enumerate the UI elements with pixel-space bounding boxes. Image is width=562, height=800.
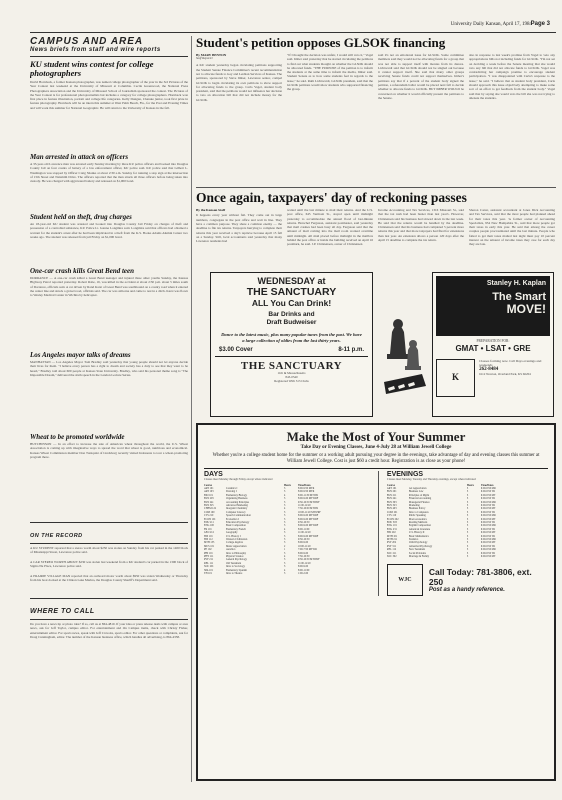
course-hours: 3 <box>284 551 286 555</box>
story-headline: Student held on theft, drug charges <box>30 213 132 221</box>
course-time: 6:00-8:50 MR <box>480 500 496 504</box>
course-title: Basic Composition <box>226 524 246 528</box>
course-title: Intro to Philosophy <box>226 551 247 555</box>
column-header: Time/Dates <box>480 483 494 487</box>
course-time: 6:00-8:50 MR <box>480 486 496 490</box>
course-hours: 3 <box>466 514 469 518</box>
days-column <box>204 471 370 596</box>
course-hours: 3 <box>466 493 469 497</box>
course-hours: 3 <box>284 517 286 521</box>
course-hours: 3 <box>466 517 469 521</box>
sanctuary-registered: Registered With 313 Clubs <box>274 378 309 383</box>
glsok-byline: By MARY BENTON <box>196 53 227 57</box>
sanctuary-address: 11th & Massachusetts <box>277 371 306 376</box>
course-time: 7:00-7:50 MTWR <box>298 548 317 552</box>
campus-area-title: CAMPUS AND AREA <box>30 36 144 47</box>
evenings-course-list <box>387 484 548 559</box>
course-time: 7:30-10:30 <box>298 555 310 559</box>
course-code: HIS 101 <box>204 534 213 538</box>
course-title: College Algebra <box>226 541 243 545</box>
course-title: Geography <box>226 531 238 535</box>
course-code: MTH 135 <box>204 541 215 545</box>
course-hours: 3 <box>466 497 469 501</box>
course-time: 6:00-8:50 MT <box>480 531 496 535</box>
course-code: EDU 303 <box>386 520 397 524</box>
campus-area-column <box>30 36 188 782</box>
course-code: ENG 231 <box>386 527 397 531</box>
campus-divider <box>30 56 188 57</box>
course-title: Business Policy <box>408 507 426 511</box>
sanctuary-ad <box>210 272 373 417</box>
course-time: 6:00-8:50 TR <box>480 534 495 538</box>
course-title: Drawing I <box>226 490 237 494</box>
course-hours: 3 <box>284 503 286 507</box>
course-code: BUS 303 <box>386 500 397 504</box>
course-title: Principles of Mgmt <box>408 493 430 497</box>
course-hours: 3 <box>466 555 469 559</box>
story-headline: Man arrested in attack on officers <box>30 153 129 161</box>
course-code: BUS 323 <box>386 503 397 507</box>
course-hours: 3 <box>466 538 469 541</box>
course-code: BUS 201 <box>386 490 397 494</box>
course-code: ENG 101 <box>386 524 397 528</box>
glsok-col-1: A KU student yesterday began circulating petitions supporting the Student Senate Finance Committee's recent recommendation not to allocate funds to Gay and Lesbian Services of Kansas. The petitions, sponsored by Steve Imber, Lawrence senior, compel GLSOK to begin circulating its own petitions to show support for allocating funds to the group. Carla Vogel, student body president, said that the petitions would not influence her decision to veto an allocation bill that did not include money for the GLSOK. <box>196 63 283 102</box>
course-title: Accounting Principles <box>226 500 250 504</box>
story-headline: Los Angeles mayor talks of dreams <box>30 351 131 359</box>
course-time: 6:00-8:50 MT <box>480 555 496 559</box>
course-title: New Testament <box>408 548 426 552</box>
course-time: 8:00-11:00 <box>298 527 310 531</box>
course-time: 9:30-10:50 <box>298 538 310 541</box>
course-time: 7:30-10:00 MTWR <box>298 507 319 511</box>
glsok-headline: Student's petition opposes GLSOK financing <box>196 35 446 50</box>
glsok-col-3: said it's not an emotional issue for GLSOK. Some committee members said they would not be allocating funds for a group that was not able to support itself with monies from its dances. Lichtwardt said that GLSOK should not be singled out because it cannot support itself. She said that many other groups receiving Senate funds could not support themselves. Imber's petitions say that if a percent of the student body signed the petition, a referendum ballot would be placed next fall to decide whether to allocate funds to GLSOK. BUT IMBER WOULD be concerned on whether it would officially present the petitions to the Senate. <box>378 53 464 100</box>
course-hours: 3 <box>466 548 469 552</box>
course-time: 8:00-9:50 MTR <box>298 490 315 494</box>
page-folio <box>0 18 562 32</box>
story-body: MANHATTAN — Los Angeles Mayor Tom Bradley said yesterday that young people should not let anyone decide their lives for them. "I believe every person has a right to dream and society has a duty to see that they want to be heard," Bradley told about 600 people at Kansas State University. Bradley, who said his personal theme song is "The Impossible Dream," delivered the sixth speech in the Landon Lecture Series. <box>30 360 188 377</box>
course-time: 8:00-9:20 MTWRF <box>298 524 319 528</box>
course-time: 6:00-8:50 TR <box>480 520 495 524</box>
course-title: Public Speaking <box>408 514 426 518</box>
course-hours: 1 <box>284 548 286 552</box>
course-code: BIO 101 <box>204 493 214 497</box>
taxes-col-2: waited until the last minute to mail their returns. And the U.S. post office, 645 Vermont St., stayed open until midnight yesterday to accommodate the annual flood of last-minute returns. Herschel Ferguson, assistant postmaster, said yesterday that mail crashes had been busy all day. Ferguson said that the amount of mail coming into the mail room worked overtime until midnight. All mail placed before midnight in the mailbox behind the post office or inside the building received an April 16 postmark, he said. J.P. Christensen, owner of Christensen <box>287 208 373 247</box>
course-code: ART 101 <box>386 486 397 490</box>
course-hours: 3 <box>466 527 469 531</box>
course-code: COM 101 <box>386 510 398 514</box>
course-hours: 3 <box>284 572 286 576</box>
course-time: 6:00-8:50 TR <box>480 497 495 501</box>
course-title: Macroeconomics <box>408 517 427 521</box>
course-time: 8:00-9:20 <box>298 541 309 545</box>
course-hours: 3 <box>466 486 469 490</box>
course-title: Advanced Marketing <box>226 503 248 507</box>
course-time: 9:30-10:50 MTWRF <box>298 500 320 504</box>
course-hours: 3 <box>284 490 286 494</box>
course-hours: 3 <box>466 510 469 514</box>
where-to-call-title: WHERE TO CALL <box>30 608 95 615</box>
course-hours: 3 <box>284 514 286 518</box>
course-code: MUS 101 <box>204 544 215 548</box>
story-body: HUTCHINSON — In an effort to increase the sale of American wheat throughout the world, the U.S. Wheat Association is coming up with imaginative ways to spread the word that wheat is good, nutritious and economical. Kansas Wheat Commission member Don Turnquist of Lindsborg recently visited Indonesia to tour a wheat-promoting program there. <box>30 442 188 459</box>
glsok-col-2: "If I thought the decision was unfair, I would still veto it," Vogel said. Imber said yesterday that he started circulating the petitions to find out what students thought on whether the GLSOK should be allocated funds. "THE PURPOSE of the petition is to inform the students at the same time to inform the media, Imber said. Student Senate as to how some students feel in regards to the issue," he said. Ruth Lichtwardt, GLSOK president, said that the GLSOK petitions would show students who supported financing the group. <box>287 53 373 92</box>
kaplan-banner <box>436 276 550 336</box>
course-code: REL 112 <box>386 548 397 552</box>
jewell-logo: WJC <box>387 564 423 596</box>
course-hours: 3 <box>284 524 286 528</box>
course-time: 6:00-8:50 TR <box>480 527 495 531</box>
course-hours: 3 <box>284 565 286 569</box>
course-time: 6:00-8:50 MT <box>480 507 496 511</box>
sanctuary-phone: 843-0540 <box>285 374 298 379</box>
jewell-intro: Take Day or Evening Classes, June 4-July 28 at William Jewell College <box>300 445 452 450</box>
course-code: ENG 100 <box>204 524 214 528</box>
course-time: 6:00-8:50 TR <box>480 544 495 548</box>
course-time: 8:00-9:20 MTWRF <box>298 497 319 501</box>
course-hours: 3 <box>466 534 469 538</box>
course-time: 10:00-11:20 MTWRF <box>298 510 321 514</box>
course-hours: 3 <box>466 544 469 548</box>
course-time: 6:00-8:50 MR <box>480 548 496 552</box>
course-hours: 2 <box>284 544 286 548</box>
course-title: Marriage & Family <box>408 555 430 559</box>
course-code: COM 100 <box>204 510 215 514</box>
course-title: U.S. History II <box>408 531 425 535</box>
column-header: Course <box>386 483 395 487</box>
course-title: Social Problems <box>408 551 426 555</box>
course-hours: 3 <box>466 524 469 528</box>
course-title: Intro to Computers <box>408 510 429 514</box>
course-code: BUS 403 <box>386 507 397 511</box>
course-code: MTH 101 <box>386 534 398 538</box>
course-code: BUS 241 <box>386 497 397 501</box>
on-the-record-header <box>30 522 188 544</box>
course-title: Aerobics <box>226 548 236 552</box>
course-time: 6:00-8:50 TR <box>480 503 495 507</box>
days-course-list <box>204 484 370 576</box>
record-item: A KU STUDENT reported that a stereo worth about $250 was stolen on Sunday from his car parked in the 1400 block of Mississippi Street, Lawrence police said. <box>30 546 188 555</box>
course-code: ECON 202 <box>386 517 399 521</box>
course-code: BUS 203 <box>204 497 214 501</box>
course-hours: 3 <box>284 500 286 504</box>
course-title: Managerial Finance <box>408 500 430 504</box>
course-code: MTH 211 <box>386 538 398 541</box>
course-title: Organizing Business <box>226 497 248 501</box>
course-code: SPA 101 <box>204 568 213 572</box>
top-rule <box>30 32 556 33</box>
course-title: Abnormal Psychology <box>408 544 433 548</box>
story-headline: KU student wins contest for college photographers <box>30 59 154 78</box>
course-code: SOC 302 <box>386 555 397 559</box>
course-title: Financial Accounting <box>408 497 432 501</box>
on-the-record-title: ON THE RECORD <box>30 533 83 539</box>
course-hours: 3 <box>284 497 286 501</box>
glsok-story <box>196 35 556 185</box>
course-time: 8:00-11:00 <box>298 568 310 572</box>
course-code: ART 101 <box>204 486 214 490</box>
course-code: BUS 241 <box>204 500 214 504</box>
course-time: 6:00-8:50 MR <box>480 538 496 541</box>
taxes-byline: By the Kansan Staff <box>196 208 226 212</box>
course-time: 6:00-8:50 TR <box>480 551 495 555</box>
evenings-subtitle: Classes meet Monday, Tuesday and Thursday evenings, except where indicated <box>386 478 476 481</box>
course-time: 1:00-2:20 <box>298 572 309 576</box>
column-divider <box>191 36 192 782</box>
jewell-ad <box>196 423 556 781</box>
ad-divider <box>378 471 379 596</box>
kaplan-logo: K <box>436 359 475 397</box>
kaplan-line1: The Smart <box>492 291 546 303</box>
course-code: PHY 111 <box>204 555 214 559</box>
taxes-col-1: It happens every year without fail. They come out in large numbers, congregate in the post office and wait in line. They have a common purpose. They share a common enemy — the deadline to file tax returns. Taxpayers hurrying to complete their returns this year received a day's reprieve because April 15 fell on a Sunday. Still, local accountants said yesterday that many Lawrence residents had <box>196 213 282 244</box>
course-hours: 3 <box>466 490 469 494</box>
story-body: David Hornback, a former Kansan photographer, was named college photographer of the year in the 3rd Pictures of the Year Contest last weekend at the University of Missouri at Columbia. Cecile Greenwood, the National Press Photographers Association and the University of Missouri School of Journalism sponsored the contest. The Pictures of the Year Contest is for professional photojournalists but includes a category for college photographers. Hornback won first place in feature illustration, portrait and college life categories. Kelly Dungan, Chanute junior, took first prize in feature photography. Hornback will be an intern this summer at West Palm Beach, Fla., for the Post and Evening Times and will work this summer for National Geographic. He will return to the University of Kansas in the fall. <box>30 80 188 110</box>
section-rule <box>196 187 556 188</box>
course-hours: 3 <box>284 534 286 538</box>
course-title: Intro to Sociology <box>226 565 245 569</box>
course-time: 8:00-9:20 <box>298 551 309 555</box>
story-headline: One-car crash kills Great Bend teen <box>30 267 135 275</box>
taxes-story <box>196 190 556 268</box>
folio-date: University Daily Kansan, April 17, 1984 <box>450 22 532 27</box>
course-hours: 4 <box>284 555 286 559</box>
course-hours: 4 <box>284 507 286 511</box>
course-time: 10:00-11:20 <box>298 544 311 548</box>
sanctuary-drinks-1: Bar Drinks and <box>268 311 315 318</box>
course-hours: 3 <box>466 551 469 555</box>
course-code: PE 102 <box>204 548 212 552</box>
course-code: PSY 202 <box>386 541 397 545</box>
course-title: Physical Science <box>226 555 244 559</box>
course-time: 8:00-9:20 <box>298 565 309 569</box>
course-code: PHI 101 <box>204 551 213 555</box>
kaplan-phone: 262-8484 <box>479 367 499 373</box>
course-code: BUS 211 <box>386 493 397 497</box>
days-subtitle: Classes meet Monday through Friday except where indicated <box>204 478 273 481</box>
jewell-post-note: Post as a handy reference. <box>428 587 505 594</box>
course-title: Computer Literacy <box>226 510 246 514</box>
course-hours: 4 <box>284 493 286 497</box>
course-hours: 3 <box>284 510 286 514</box>
course-hours: 3 <box>284 538 286 541</box>
sanctuary-drinks-2: Draft Budweiser <box>266 319 317 326</box>
course-hours: 3 <box>466 507 469 511</box>
sanctuary-hours: 8-11 p.m. <box>338 347 364 354</box>
course-hours: 3 <box>466 503 469 507</box>
course-title: Reading Methods <box>408 520 428 524</box>
course-code: BUS 325 <box>204 503 214 507</box>
kaplan-tests: GMAT • LSAT • GRE <box>455 343 531 353</box>
course-title: Marketing <box>408 503 420 507</box>
course-code: SOC 211 <box>386 551 397 555</box>
course-row <box>204 572 370 575</box>
course-title: U.S. History I <box>226 534 241 538</box>
course-title: Art Appreciation <box>408 486 427 490</box>
course-title: Economics I <box>226 517 240 521</box>
kaplan-ad <box>432 272 554 417</box>
course-title: Basic Mathematics <box>408 534 429 538</box>
course-time: 6:00-8:50 TR <box>480 490 495 494</box>
where-to-call-body: Do you have a news tip or photo idea? If so, call us at 864-4810. If your idea or press release deals with campus or area news, ask for Jeff Taylor, campus editor. For entertainment and On Campus items, check with Christy Fisher, entertainment editor. For sports news, speak with Jeff Cravotta, sports editor. For other questions or complaints, ask for Doug Cunningham, editor. The number of the Kansan business office, which handles all advertising, is 864-4358. <box>30 622 188 639</box>
course-time: 9:30-10:50 MTWRF <box>298 558 320 562</box>
course-hours: 3 <box>284 531 286 535</box>
course-time: 8:00-9:20 MTWRF <box>298 517 319 521</box>
course-title: American Literature <box>408 527 431 531</box>
course-code: ART 103 <box>204 490 214 494</box>
record-item: A CAR STEREO WORTH ABOUT $230 was stolen last weekend from a KU student's car parked in the 1300 block of Sigma Nu Place, Lawrence police said. <box>30 560 188 569</box>
course-time: 6:00-8:50 MT <box>480 493 496 497</box>
course-time: 8:00-9:20 MTWRF <box>298 514 319 518</box>
course-code: EDU 211 <box>204 520 214 524</box>
course-time: 9:30-10:50 <box>298 520 310 524</box>
course-title: Statistics <box>408 538 419 541</box>
course-code: GEO 212 <box>204 531 214 535</box>
course-time: 6:00-8:50 TR <box>480 510 495 514</box>
sanctuary-blurb: Dance to the latest music, plus many popular tunes from the past. We have a large collection of oldies from the last thirty years. <box>221 332 362 343</box>
course-title: Elementary Biology <box>226 493 247 497</box>
column-header: Hours <box>284 483 291 487</box>
course-title: Western Civilization <box>226 538 248 541</box>
course-title: Business Law <box>408 490 424 494</box>
course-title: Speech Communication <box>226 514 251 518</box>
course-code: SOC 201 <box>204 565 214 569</box>
course-hours: 4 <box>284 568 286 572</box>
course-title: English Composition <box>408 524 431 528</box>
course-hours: 3 <box>466 500 469 504</box>
campus-area-subtitle: News briefs from staff and wire reports <box>30 47 161 53</box>
course-time: 8:00-9:50 MTR <box>298 486 315 490</box>
course-time: 8:00-11:30 MTWR <box>298 493 319 497</box>
story-body: A 33-year-old Lawrence man was arrested early Sunday morning by three KU police officers and booked into Douglas County Jail on four counts of battery of a law enforcement officer, KU police said. KU police said that Gilbert L. Washington was stopped by Officer Craig Shanks at about 2:30 a.m. Sunday for running a stop sign at the intersection of 15th Street and Naismith Drive. The officers reported that the man struck all three officers before being taken into custody. He was charged with aggravated battery and released on $1,000 bond. <box>30 162 188 184</box>
taxes-headline: Once again, taxpayers' day of reckoning passes <box>196 190 467 205</box>
folio-page: Page 3 <box>530 21 550 27</box>
course-hours: 3 <box>284 558 286 562</box>
record-item: A PRAIRIE VILLAGE MAN reported that an outboard motor worth about $950 was stolen Wednesday or Thursday from his boat docked at the Clinton Lake Marina, the Douglas County Sheriff's Department said. <box>30 574 188 583</box>
glsok-col-4: also in response to last week's promise from Vogel to veto any appropriations bills not including funds for GLSOK. "I'm not set on deciding a week before the Senate meeting that she would veto any bill that did not allocate funds to GLSOK. Vogel was contradicting her campaign promise to encourage student participation. "I was disappointed with Carla's response to the issue," he said. "I believe that as student body president, Carla should approach this issue objectively attempting to make some sort of an effort to get feedback from the student body." Vogel said that by saying she would veto the bill she was not trying to alienate the students. <box>469 53 555 100</box>
where-to-call-header <box>30 598 188 620</box>
sanctuary-footer-name: THE SANCTUARY <box>240 360 343 373</box>
course-title: Ceramics I <box>226 486 238 490</box>
glsok-byline-role: Staff Reporter <box>196 56 213 61</box>
chess-illustration <box>378 272 428 417</box>
course-hours: 3 <box>466 531 469 535</box>
course-code: CTS 110 <box>386 514 397 518</box>
kaplan-name: Stanley H. Kaplan <box>486 280 546 287</box>
course-code: HIS 202 <box>386 531 396 535</box>
course-hours: 3 <box>284 561 286 565</box>
course-time: 6:00-8:50 MR <box>480 524 496 528</box>
course-code: PSY 311 <box>386 544 397 548</box>
course-code: TH 101 <box>204 572 212 576</box>
days-title: DAYS <box>204 471 223 478</box>
course-time: 11:00-12:20 <box>298 531 311 535</box>
course-title: Music Appreciation <box>226 544 247 548</box>
course-time: 6:00-8:50 MT <box>480 517 496 521</box>
course-time: 6:00-8:50 MT <box>480 541 496 545</box>
course-hours: 4 <box>284 527 286 531</box>
course-hours: 3 <box>466 520 469 524</box>
course-row <box>387 555 548 558</box>
course-code: REL 111 <box>204 561 214 565</box>
course-title: Education Psychology <box>226 520 250 524</box>
column-header: Course <box>204 483 212 487</box>
jewell-call-today: Call Today: 781-3806, ext. 250 <box>428 567 532 588</box>
course-time: 8:00-9:20 MTWRF <box>298 534 319 538</box>
story-body: An 18-year-old KU student was arrested and booked into Douglas County Jail Friday on charges of theft and possession of a controlled substance, KU Police Lt. Jeanne Longmire said. Longmire said that officers had obtained a warrant for the student's arrest after he had been implicated in a theft from the K.S. Books Adams Alumni Center two weeks ago. The student was released from jail Friday on $1,000 bond. <box>30 222 188 239</box>
sanctuary-cover: $3.00 Cover <box>219 347 253 354</box>
kaplan-address: 6112 Newton, Overland Park, KS 66204 <box>479 372 531 377</box>
course-code: HIS 112 <box>204 538 213 541</box>
taxes-col-3: Income Accounting and Tax Services, 1316 Missouri St., said that the tax rush had been busier than last year's. However, Christensen said his business had slowed down in the last week. He said that the returns would be handled by the deadline. Christensen said that his business had completed 5 percent more returns this year and that more taxpayers had filed for extensions than last year. An extension allows a person 120 days after the April 15 deadline to complete the tax return. <box>378 208 464 243</box>
column-header: Time/Dates <box>298 483 311 487</box>
course-title: Elementary Spanish <box>226 568 247 572</box>
course-title: General Psychology <box>226 558 247 562</box>
course-title: Child Psychology <box>408 541 428 545</box>
kaplan-classes: Classes forming now. Call Days evenings and weekends <box>479 358 542 368</box>
chess-pieces-icon <box>378 272 428 417</box>
course-title: Inorganic Chemistry <box>226 507 248 511</box>
course-title: Old Testament <box>226 561 242 565</box>
course-time: 6:00-8:50 MR <box>480 514 496 518</box>
course-hours: 3 <box>284 520 286 524</box>
kaplan-prep: PREPARATION FOR: <box>476 339 510 343</box>
sanctuary-name: THE SANCTUARY <box>246 286 337 298</box>
evenings-column <box>387 471 548 596</box>
course-time: 11:00-12:20 <box>298 503 311 507</box>
jewell-headline: Make the Most of Your Summer <box>286 429 466 444</box>
jewell-body: Whether you're a college student home for the summer or a working adult pursuing your degree in the evenings, take advantage of day and evening classes this summer at William Jewell College. Cost is just $60 a credit hour. Registration is as close as your phone! <box>212 453 540 464</box>
course-hours: 3 <box>284 486 286 490</box>
sanctuary-wednesday: WEDNESDAY at <box>257 276 326 286</box>
evenings-title: EVENINGS <box>386 471 424 478</box>
course-code: ECON 101 <box>204 517 216 521</box>
course-code: FR 101 <box>204 527 212 531</box>
story-headline: Wheat to be promoted worldwide <box>30 433 125 441</box>
course-time: 11:00-12:20 <box>298 561 311 565</box>
course-title: Intro to Theatre <box>226 572 243 576</box>
kaplan-line2: MOVE! <box>506 302 546 316</box>
story-body: DORRANCE — A one-car crash killed a Great Bend teenager and injured three other youths Sunday, the Kansas Highway Patrol reported yesterday. Robert Rabe, 16, was killed in the accident at about 2:30 p.m. about 5 miles south of Dorrance, officials said. A car driven by Rand Karst of Great Bend was southbound on a county road when it entered the center line and struck a gravel road, officials said. The car was airborne and came to rest in a ditch. Karst was flown to Wesley Medical Center in Wichita by helicopter. <box>30 276 188 298</box>
course-hours: 3 <box>466 541 469 545</box>
course-code: CHEM 122 <box>204 507 217 511</box>
course-title: Elementary French <box>226 527 246 531</box>
course-code: CTS 210 <box>204 514 214 518</box>
column-header: Hours <box>466 483 474 487</box>
sanctuary-tagline: ALL You Can Drink! <box>251 298 332 308</box>
taxes-col-4: Sharon Carter, assistant accountant at Jones Dick Accounting and Tax Services, said that the most people had planned ahead for their taxes this year. 'A former owner of Accounting Specialists, 934 New Hampshire St., said that more people got their taxes in early this year. He said that among the career couples people procrastinated until the last minute. People who failed to get their taxes mailed last night must pay 10 percent interest on the amount of income taxes they owe for each day they are late. <box>469 208 555 247</box>
course-hours: 3 <box>284 541 286 545</box>
course-code: PSY 211 <box>204 558 214 562</box>
